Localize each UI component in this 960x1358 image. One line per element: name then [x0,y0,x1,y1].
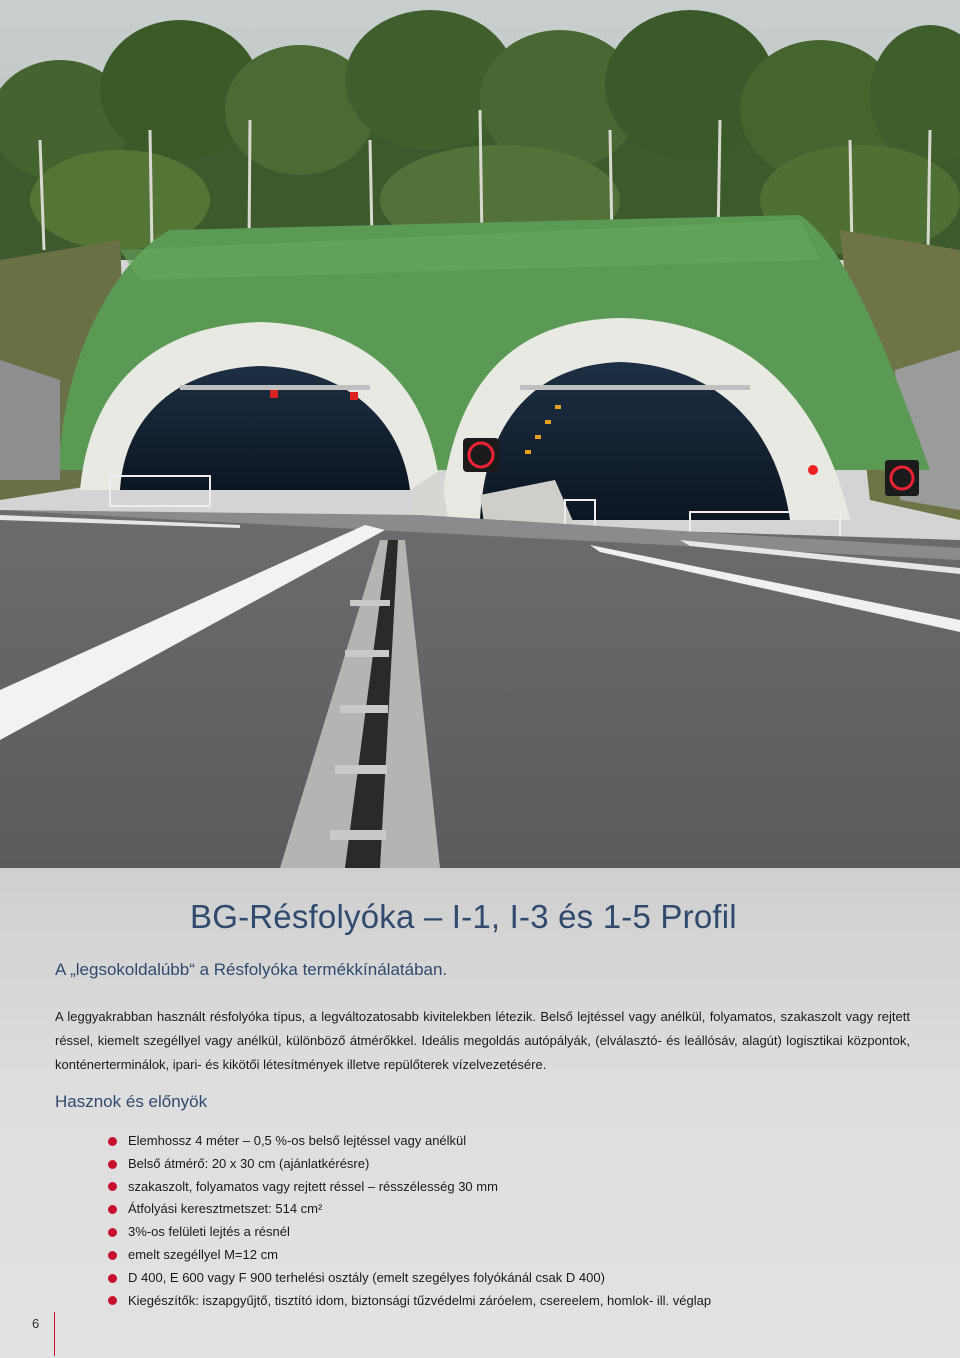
benefit-item [108,1130,908,1153]
bullet-icon [108,1160,117,1169]
bullet-icon [108,1137,117,1146]
benefit-text: D 400, E 600 vagy F 900 terhelési osztály (emelt szegélyes folyókánál csak D 400) [128,1269,605,1285]
benefit-text: Elemhossz 4 méter – 0,5 %-os belső lejtéssel vagy anélkül [128,1133,467,1148]
benefit-text: Belső átmérő: 20 x 30 cm (ajánlatkérésre) [128,1155,370,1171]
page-subtitle: A „legsokoldalúbb“ a Résfolyóka termékkínálatában. [55,960,448,979]
benefit-text: Átfolyási keresztmetszet: 514 cm² [128,1201,323,1217]
page-title: BG-Résfolyóka – I-1, I-3 és 1-5 Profil [190,898,737,935]
benefit-item [108,1267,908,1290]
benefit-item [108,1198,908,1221]
benefit-text: szakaszolt, folyamatos vagy rejtett réssel – résszélesség 30 mm [128,1178,498,1194]
bullet-icon [108,1228,117,1237]
benefits-heading: Hasznok és előnyök [55,1092,208,1111]
benefit-text: emelt szegéllyel M=12 cm [128,1246,278,1262]
benefit-text: 3%-os felületi lejtés a résnél [128,1224,290,1240]
benefit-list [108,1130,908,1312]
benefit-item [108,1176,908,1199]
bullet-icon [108,1274,117,1283]
benefit-text: Kiegészítők: iszapgyűjtő, tisztító idom, biztonsági tűzvédelmi záróelem, csereelem, homlok- ill. véglap [128,1292,712,1308]
benefit-item [108,1221,908,1244]
page-number-divider [54,1312,55,1356]
bullet-icon [108,1296,117,1305]
bullet-icon [108,1205,117,1214]
bullet-icon [108,1251,117,1260]
benefit-item [108,1290,908,1313]
benefit-item [108,1153,908,1176]
bullet-icon [108,1182,117,1191]
page-number: 6 [32,1316,40,1331]
forest [0,10,960,260]
benefit-item [108,1244,908,1267]
intro-paragraph: A leggyakrabban használt résfolyóka típus, a legváltozatosabb kivitelekben létezik. Belső lejtéssel vagy anélkül, folyamatos, szakaszolt vagy rejtett réssel, kiemelt szegéllyel vagy anélkül, különböző átmérőkkel. Ideális megoldás autópályák, (elválasztó- és leállósáv, alagút) logisztikai központok, konténerterminálok, ipari- és kikötői létesítmények illetve repülőterek vízelvezetésére. [55,1009,910,1072]
